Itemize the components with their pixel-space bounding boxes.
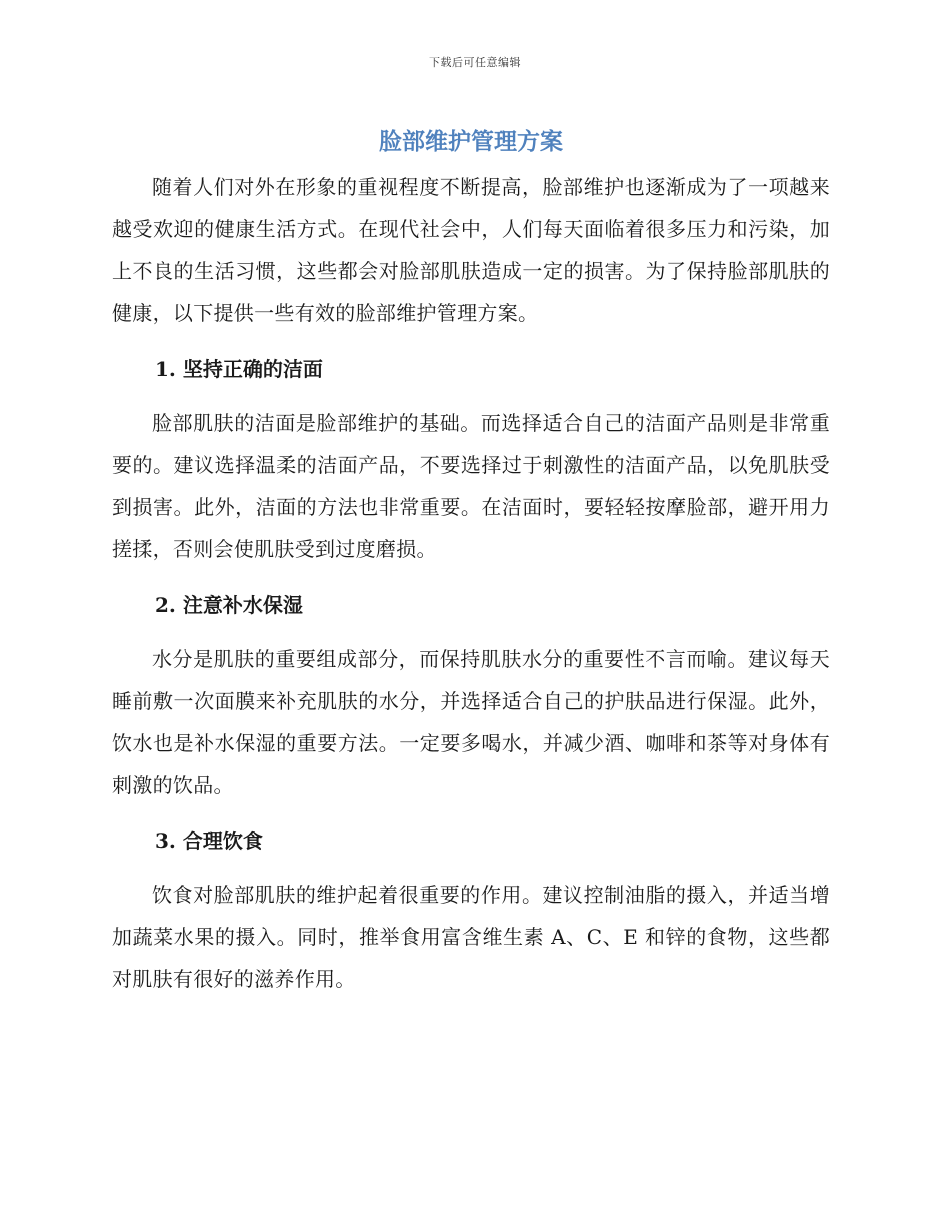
page-header-note: 下载后可任意编辑 (429, 56, 521, 69)
document-body (112, 126, 830, 1000)
section-heading-hydration: 2. 注意补水保湿 (155, 593, 303, 617)
section-heading-diet: 3. 合理饮食 (155, 829, 263, 853)
section-body-cleansing: 脸部肌肤的洁面是脸部维护的基础。而选择适合自己的洁面产品则是非常重要的。建议选择温柔的洁面产品，不要选择过于刺激性的洁面产品，以免肌肤受到损害。此外，洁面的方法也非常重要。在洁面时，要轻轻按摩脸部，避开用力搓揉，否则会使肌肤受到过度磨损。 (112, 411, 830, 561)
section-body-diet: 饮食对脸部肌肤的维护起着很重要的作用。建议控制油脂的摄入，并适当增加蔬菜水果的摄入。同时，推举食用富含维生素 A、C、E 和锌的食物，这些都对肌肤有很好的滋养作用。 (112, 883, 830, 991)
document-title: 脸部维护管理方案 (379, 129, 563, 155)
section-body-hydration: 水分是肌肤的重要组成部分，而保持肌肤水分的重要性不言而喻。建议每天睡前敷一次面膜来补充肌肤的水分，并选择适合自己的护肤品进行保湿。此外，饮水也是补水保湿的重要方法。一定要多喝水，并减少酒、咖啡和茶等对身体有刺激的饮品。 (112, 647, 830, 797)
section-heading-cleansing: 1. 坚持正确的洁面 (155, 357, 323, 381)
intro-paragraph: 随着人们对外在形象的重视程度不断提高，脸部维护也逐渐成为了一项越来越受欢迎的健康生活方式。在现代社会中，人们每天面临着很多压力和污染，加上不良的生活习惯，这些都会对脸部肌肤造成一定的损害。为了保持脸部肌肤的健康，以下提供一些有效的脸部维护管理方案。 (112, 175, 830, 325)
